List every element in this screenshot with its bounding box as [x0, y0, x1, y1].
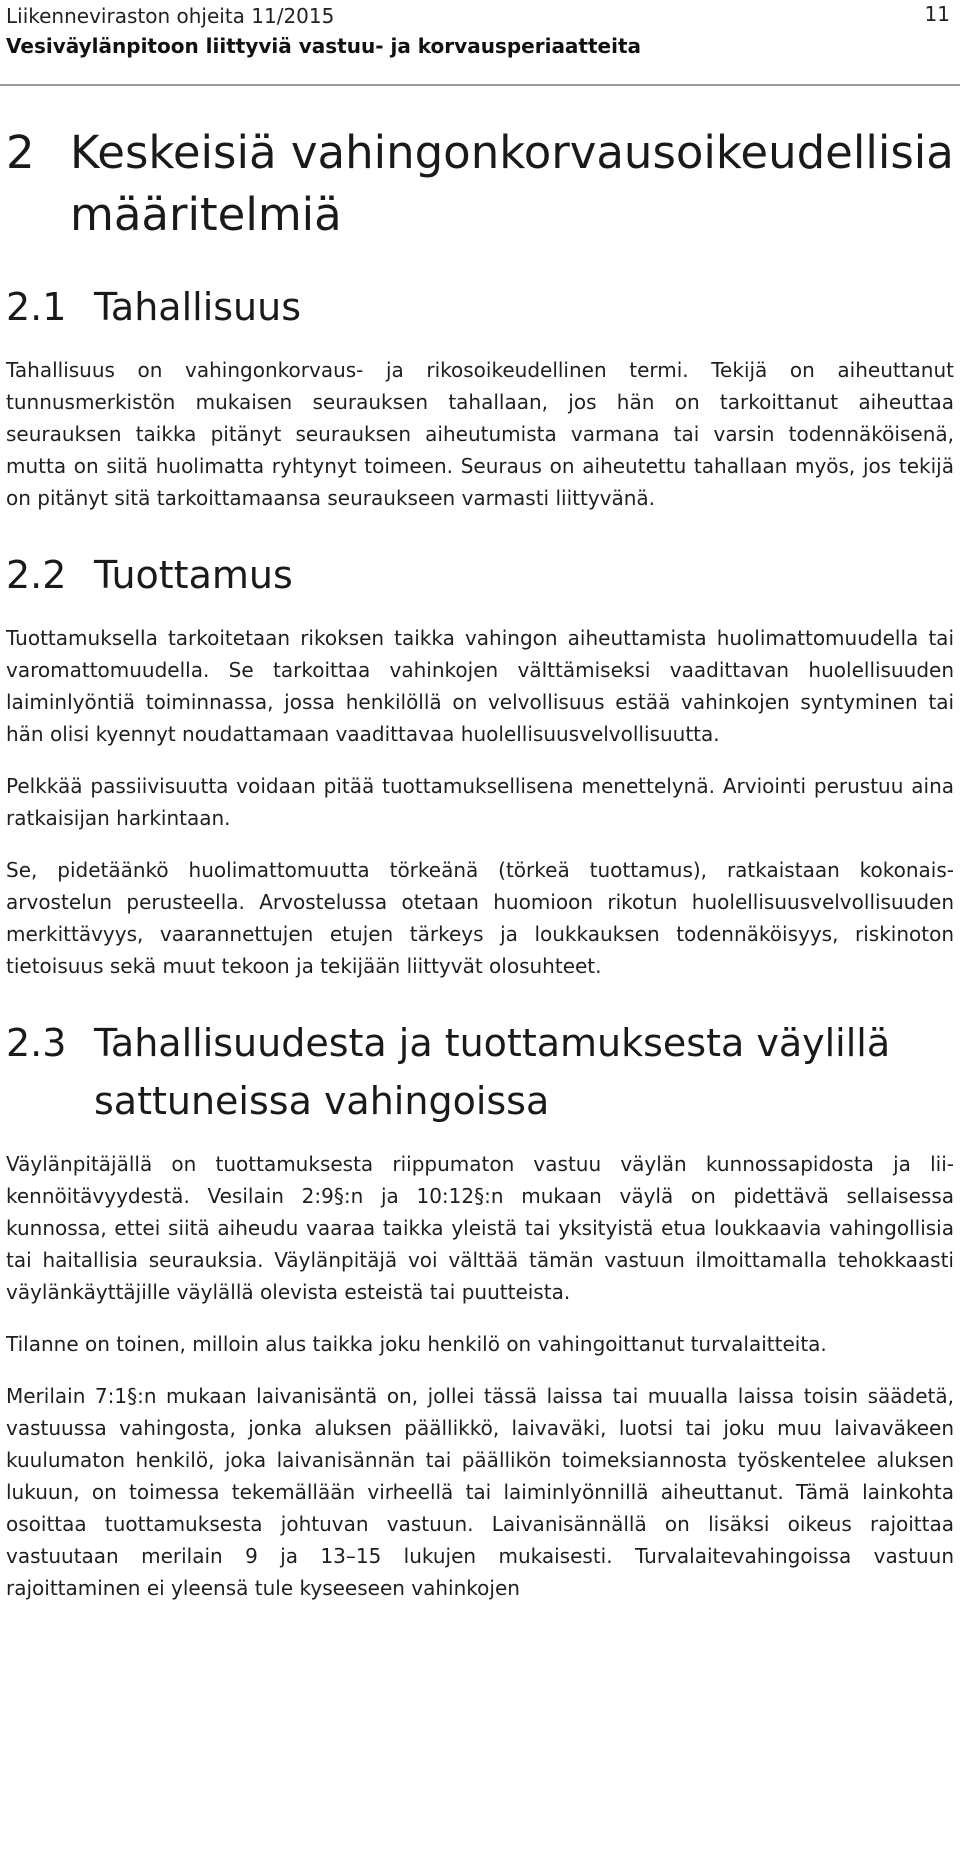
section-2-2 [6, 546, 954, 982]
chapter-heading [6, 122, 954, 246]
body-paragraph: Se, pidetäänkö huolimattomuutta törkeänä (törkeä tuottamus), ratkaistaan kokonaisarvostelun perusteella. Arvostelussa otetaan huomioon rikotun huolellisuusvelvollisuuden merkittävyys, vaarannettujen etujen tärkeys ja loukkauksen todennäköisyys, riskinoton tietoisuus sekä muut tekoon ja tekijään liittyvät olosuhteet. [6, 858, 954, 978]
chapter-title: Keskeisiä vahingonkorvausoikeudellisia määritelmiä [70, 126, 954, 241]
publication-subtitle: Vesiväylänpitoon liittyviä vastuu- ja korvausperiaatteita [6, 34, 642, 58]
page-body [6, 84, 954, 1624]
body-paragraph: Merilain 7:1§:n mukaan laivanisäntä on, jollei tässä laissa tai muualla laissa toisin säädetä, vastuussa vahingosta, jonka aluksen päällikkö, laivaväki, luotsi tai joku muu laivaväkeen kuulumaton henkilö, joka laivanisännän tai päällikön toimeksiannosta työskentelee aluksen lukuun, on toimessa tekemällään virheellä tai laiminlyönnillä aiheuttanut. Tämä lainkohta osoittaa tuottamuksesta johtuvan vastuun. Laivanisännällä on lisäksi oikeus rajoittaa vastuutaan merilain 9 ja 13–15 lukujen mukaisesti. Turvalaitevahingoissa vastuun rajoittaminen ei yleensä tule kyseeseen vahinkojen [6, 1384, 954, 1600]
running-header [0, 0, 960, 86]
section-number: 2.2 [6, 553, 67, 597]
section-number: 2.1 [6, 285, 67, 329]
body-paragraph: Pelkkää passiivisuutta voidaan pitää tuottamuksellisena menettelynä. Arviointi perustuu aina ratkaisijan harkintaan. [6, 774, 954, 830]
section-title: Tahallisuus [94, 285, 302, 329]
publication-title: Liikenneviraston ohjeita 11/2015 [6, 4, 335, 28]
section-number: 2.3 [6, 1021, 67, 1065]
chapter-number: 2 [6, 126, 35, 179]
section-2-3 [6, 1014, 954, 1604]
body-paragraph: Väylänpitäjällä on tuottamuksesta riippumaton vastuu väylän kunnossapidosta ja liikennöitävyydestä. Vesilain 2:9§:n ja 10:12§:n mukaan väylä on pidettävä sellaisessa kunnossa, ettei siitä aiheudu vaaraa taikka yleistä tai yksityistä etua loukkaavia vahingollisia tai haitallisia seurauksia. Väylänpitäjä voi välttää tämän vastuun ilmoittamalla tehokkaasti väylänkäyttäjille väylällä olevista esteistä tai puutteista. [6, 1152, 954, 1304]
body-paragraph: Tahallisuus on vahingonkorvaus- ja rikosoikeudellinen termi. Tekijä on aiheuttanut tunnusmerkistön mukaisen seurauksen tahallaan, jos hän on tarkoittanut aiheuttaa seurauksen taikka pitänyt seurauksen aiheutumista varmana tai varsin todennäköisenä, mutta on siitä huolimatta ryhtynyt toimeen. Seuraus on aiheutettu tahallaan myös, jos tekijä on pitänyt sitä tarkoittamaansa seuraukseen varmasti liittyvänä. [6, 358, 954, 510]
section-title: Tahallisuudesta ja tuottamuksesta väylillä sattuneissa vahingoissa [94, 1021, 891, 1123]
body-paragraph: Tilanne on toinen, milloin alus taikka joku henkilö on vahingoittanut turvalaitteita. [6, 1332, 827, 1356]
section-2-1 [6, 278, 954, 514]
body-paragraph: Tuottamuksella tarkoitetaan rikoksen taikka vahingon aiheuttamista huolimattomuudella tai varomattomuudella. Se tarkoittaa vahinkojen välttämiseksi vaadittavan huolellisuuden laiminlyöntiä toiminnassa, jossa henkilöllä on velvollisuus estää vahinkojen syntyminen tai hän olisi kyennyt noudattamaan vaadittavaa huolellisuusvelvollisuutta. [6, 626, 954, 746]
page-number: 11 [924, 2, 950, 26]
section-heading [6, 1014, 954, 1130]
section-heading [6, 546, 954, 604]
section-title: Tuottamus [94, 553, 293, 597]
section-heading [6, 278, 954, 336]
